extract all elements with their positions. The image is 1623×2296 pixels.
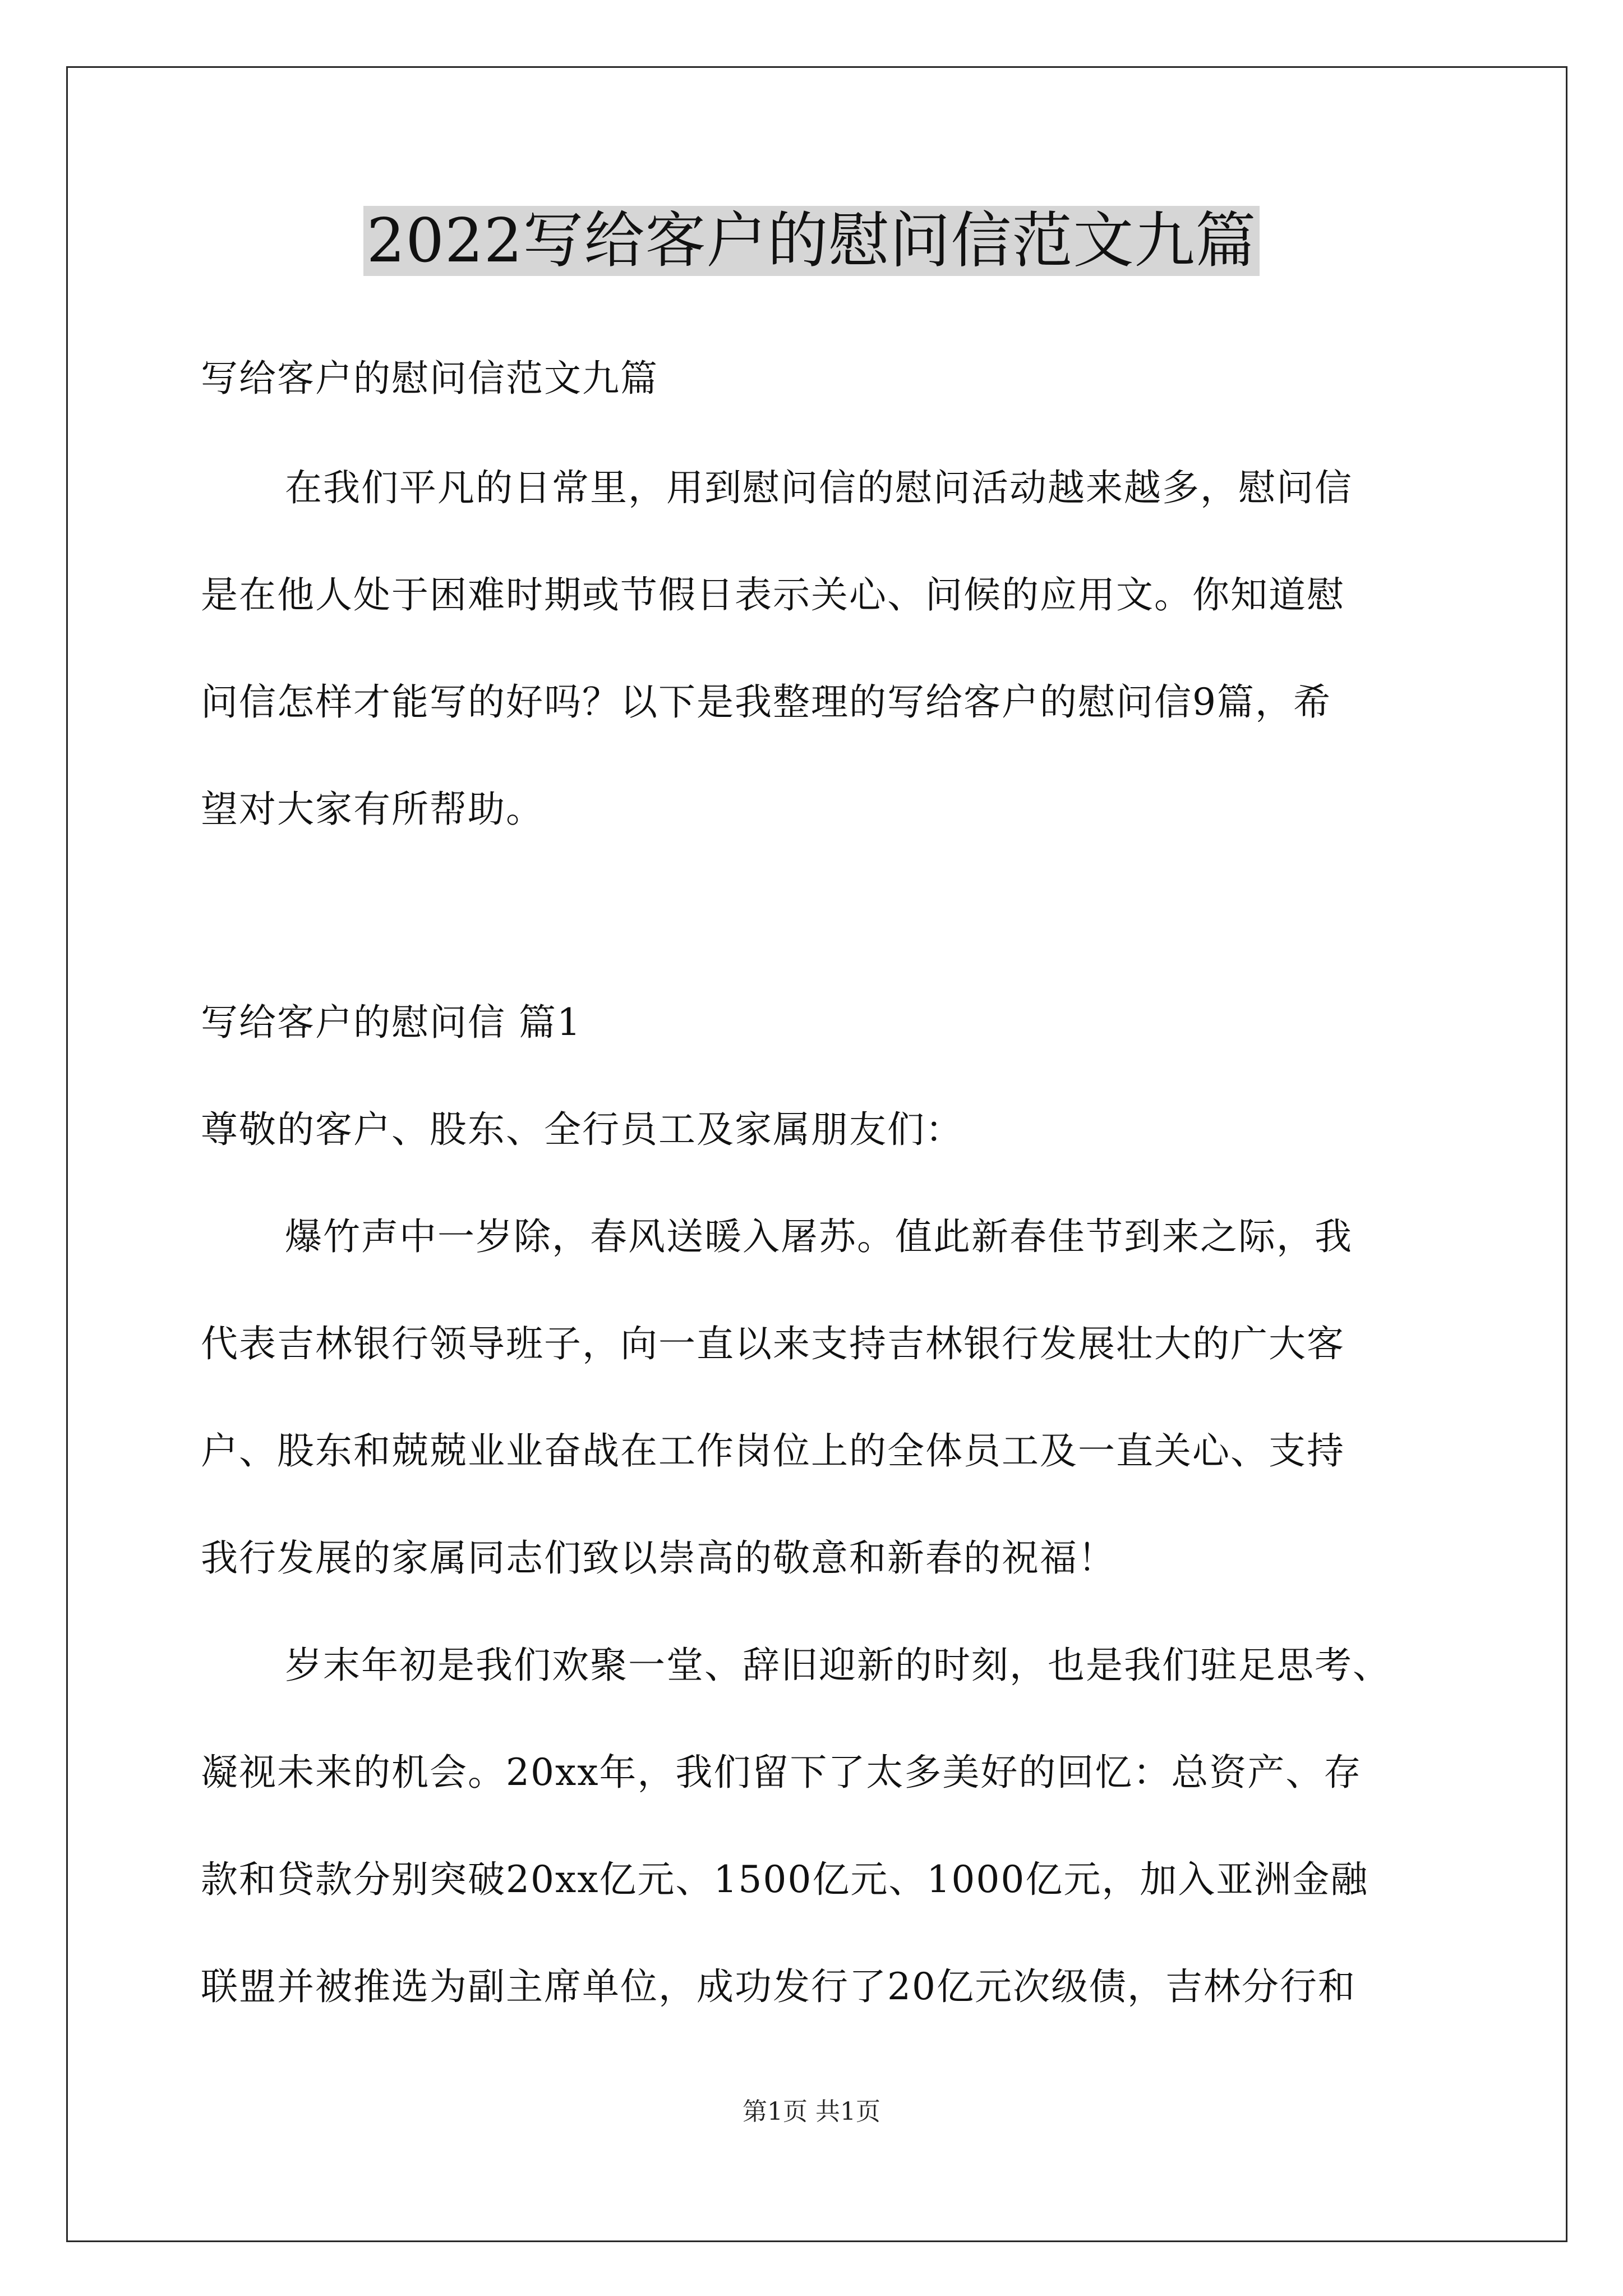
intro-line: 望对大家有所帮助。 [201,788,544,831]
page-footer: 第1页 共1页 [743,2097,880,2126]
paragraph-line: 爆竹声中一岁除，春风送暖入屠苏。值此新春佳节到来之际，我 [285,1215,1353,1258]
intro-line: 问信怎样才能写的好吗？以下是我整理的写给客户的慰问信9篇，希 [201,680,1331,724]
document-title [0,199,1623,283]
document-subtitle: 写给客户的慰问信范文九篇 [201,357,658,400]
paragraph-line: 我行发展的家属同志们致以崇高的敬意和新春的祝福！ [201,1536,1116,1580]
paragraph-line: 岁末年初是我们欢聚一堂、辞旧迎新的时刻，也是我们驻足思考、 [285,1644,1391,1687]
paragraph-line: 代表吉林银行领导班子，向一直以来支持吉林银行发展壮大的广大客 [201,1322,1345,1365]
paragraph-line: 户、股东和兢兢业业奋战在工作岗位上的全体员工及一直关心、支持 [201,1429,1345,1473]
paragraph-line: 款和贷款分别突破20xx亿元、1500亿元、1000亿元，加入亚洲金融 [201,1858,1369,1901]
salutation: 尊敬的客户、股东、全行员工及家属朋友们： [201,1108,963,1151]
intro-line: 是在他人处于困难时期或节假日表示关心、问候的应用文。你知道慰 [201,573,1345,616]
section-heading: 写给客户的慰问信 篇1 [201,1001,582,1044]
paragraph-line: 联盟并被推选为副主席单位，成功发行了20亿元次级债，吉林分行和 [201,1965,1356,2008]
paragraph-line: 凝视未来的机会。20xx年，我们留下了太多美好的回忆：总资产、存 [201,1751,1362,1794]
document-title-text: 2022写给客户的慰问信范文九篇 [363,206,1260,276]
intro-line: 在我们平凡的日常里，用到慰问信的慰问活动越来越多，慰问信 [285,466,1353,509]
